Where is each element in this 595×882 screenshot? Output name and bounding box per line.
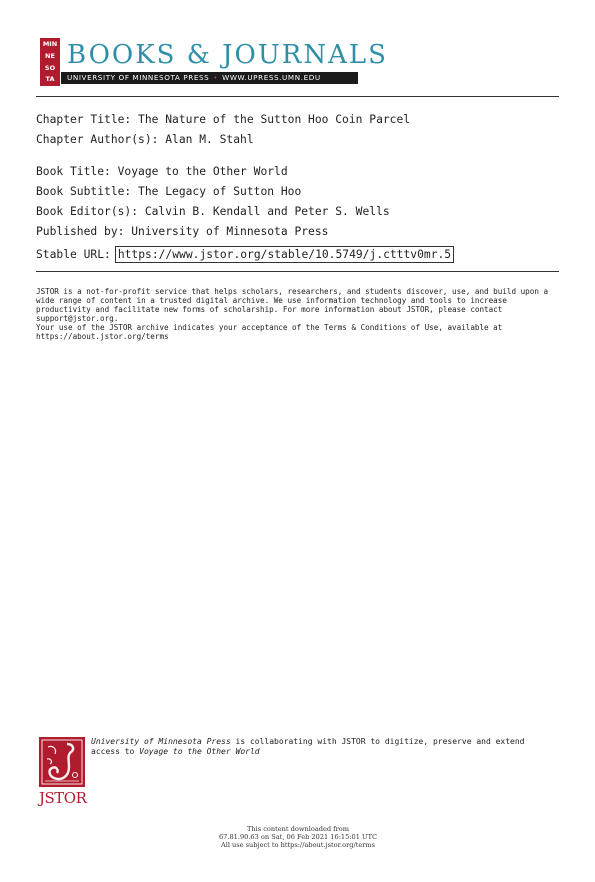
download-footer bbox=[150, 825, 446, 850]
footer-line-2: 67.81.90.63 on Sat, 06 Feb 2021 16:15:01 UTC bbox=[218, 833, 378, 842]
tagline-press: UNIVERSITY OF MINNESOTA PRESS bbox=[67, 73, 210, 82]
stable-url-label: Stable URL: bbox=[36, 248, 111, 261]
jstor-emblem-svg bbox=[39, 737, 85, 787]
stable-url-link[interactable]: https://www.jstor.org/stable/10.5749/j.ctttv0mr.5 bbox=[115, 246, 454, 263]
block-letters-1: MIN bbox=[42, 40, 58, 48]
chapter-title: Chapter Title: The Nature of the Sutton Hoo Coin Parcel bbox=[36, 113, 411, 126]
middle-rule bbox=[36, 271, 559, 272]
footer-line-1: This content downloaded from bbox=[246, 825, 350, 833]
footer-line-3: All use subject to https://about.jstor.org/terms bbox=[220, 841, 376, 850]
top-rule bbox=[36, 96, 559, 97]
collaboration-statement bbox=[91, 737, 531, 757]
stable-url-line bbox=[36, 248, 454, 261]
jstor-emblem-icon bbox=[39, 737, 85, 787]
terms-text: Your use of the JSTOR archive indicates your acceptance of the Terms & Conditions of Use, available at https://about.jstor.org/terms bbox=[36, 323, 503, 341]
jstor-about-text: JSTOR is a not-for-profit service that helps scholars, researchers, and students discover, use, and build upon a wide range of content in a trusted digital archive. We use information technology and tools to increase productivity and facilitate new forms of scholarship. For more information about JSTOR, please contact support@jstor.org. bbox=[36, 287, 549, 323]
jstor-logo bbox=[39, 737, 86, 807]
book-editor: Book Editor(s): Calvin B. Kendall and Peter S. Wells bbox=[36, 205, 390, 218]
jstor-wordmark: JSTOR bbox=[39, 789, 87, 807]
collab-book: Voyage to the Other World bbox=[139, 747, 260, 756]
block-letters-3: SO bbox=[44, 64, 56, 72]
published-by: Published by: University of Minnesota Press bbox=[36, 225, 329, 238]
collab-middle: is collaborating with JSTOR to digitize, preserve and extend access to bbox=[91, 737, 525, 756]
press-tagline bbox=[61, 72, 358, 84]
tagline-separator: • bbox=[213, 73, 219, 82]
brand-title: BOOKS & JOURNALS bbox=[67, 40, 388, 70]
chapter-author: Chapter Author(s): Alan M. Stahl bbox=[36, 133, 254, 146]
block-letters-4: TA bbox=[45, 75, 55, 83]
block-letters-2: NE bbox=[45, 52, 55, 60]
minnesota-block bbox=[40, 38, 60, 86]
book-subtitle: Book Subtitle: The Legacy of Sutton Hoo bbox=[36, 185, 302, 198]
book-title: Book Title: Voyage to the Other World bbox=[36, 165, 288, 178]
tagline-url: WWW.UPRESS.UMN.EDU bbox=[222, 73, 321, 82]
collab-publisher: University of Minnesota Press bbox=[91, 737, 231, 746]
